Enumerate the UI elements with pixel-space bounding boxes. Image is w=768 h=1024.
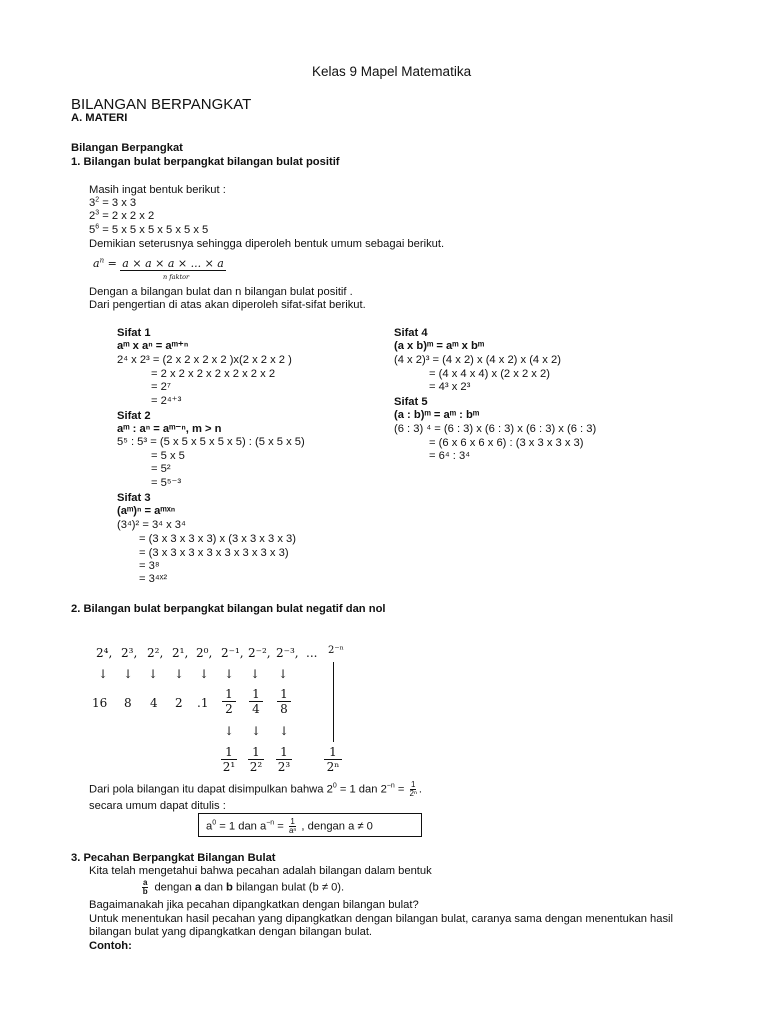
box-base: a (206, 820, 213, 833)
subheading: Bilangan Berpangkat (71, 142, 183, 154)
pattern-arrow-2: ↓ (148, 667, 159, 681)
general-form-text: Demikian seterusnya sehingga diperoleh bentuk umum sebagai berikut. (89, 238, 445, 250)
box-fraction (289, 818, 296, 835)
sifat-4-rule: (a x b)ᵐ = aᵐ x bᵐ (394, 340, 485, 352)
sifat-4-line-2: = (4 x 4 x 4) x (2 x 2 x 2) (429, 368, 550, 380)
pattern-arrow-0: ↓ (98, 667, 109, 681)
example-2-expansion: = 2 x 2 x 2 (99, 210, 155, 222)
box-middle: = 1 dan a (216, 820, 267, 833)
sifat-5-line-2: = (6 x 6 x 6 x 6) : (3 x 3 x 3 x 3) (429, 437, 584, 449)
pattern-value-16: 16 (92, 696, 108, 710)
fraction-numerator: 1 (249, 687, 263, 702)
pattern-power-7: 2⁻³, (276, 646, 299, 660)
sifat-5-rule: (a : b)ᵐ = aᵐ : bᵐ (394, 409, 480, 421)
fraction-numerator: 1 (277, 687, 291, 702)
section-3-line-4: Untuk menentukan hasil pecahan yang dipangkatkan dengan bilangan bulat, caranya sama dengan menentukan hasil (89, 913, 674, 925)
example-3-base: 5 (89, 224, 96, 236)
fraction-numerator: a (143, 878, 148, 887)
fraction-denominator: 2¹ (222, 760, 236, 774)
fraction-numerator: 1 (222, 687, 236, 702)
pattern-arrow-1: ↓ (123, 667, 134, 681)
section-3-heading: 3. Pecahan Berpangkat Bilangan Bulat (71, 852, 276, 864)
pattern-power-ellipsis: ... (306, 646, 318, 660)
pattern-arrow-7: ↓ (278, 667, 289, 681)
fraction-denominator: 2 (225, 702, 233, 716)
pattern-diagram (84, 640, 354, 780)
section-3-line-3: Bagaimanakah jika pecahan dipangkatkan dengan bilangan bulat? (89, 899, 419, 911)
pattern-power-0: 2⁴, (96, 646, 113, 660)
page-header: Kelas 9 Mapel Matematika (312, 64, 472, 79)
formula-lhs: a (93, 257, 100, 270)
formula-rhs: a × a × a × ... × a (122, 257, 224, 270)
sifat-3-line-5: = 3⁴ˣ² (139, 573, 168, 585)
example-2-base: 2 (89, 210, 96, 222)
fraction-denominator: 4 (252, 702, 260, 716)
fraction-denominator: 8 (280, 702, 288, 716)
box-condition: , dengan a ≠ 0 (298, 820, 373, 833)
pattern-power-fraction-3 (276, 745, 292, 774)
general-form-text-2: secara umum dapat ditulis : (89, 800, 226, 812)
formula-underbrace-label: n faktor (163, 273, 190, 281)
example-2-exponent: 3 (95, 209, 100, 217)
pattern-arrow-3: ↓ (174, 667, 185, 681)
sifat-1-title: Sifat 1 (117, 327, 151, 339)
section-1-heading: 1. Bilangan bulat berpangkat bilangan bulat positif (71, 156, 340, 168)
sifat-5-line-3: = 6⁴ : 3⁴ (429, 450, 471, 462)
boxed-formula (206, 818, 373, 835)
fraction-denominator: b (142, 887, 148, 896)
example-line-3 (89, 224, 208, 237)
sifat-2-rule: aᵐ : aⁿ = aᵐ⁻ⁿ, m > n (117, 423, 222, 435)
box-exponent-negative: −n (266, 819, 275, 827)
document-title: BILANGAN BERPANGKAT (71, 96, 252, 113)
sifat-5-line-1: (6 : 3) ⁴ = (6 : 3) x (6 : 3) x (6 : 3) x (6 : 3) (394, 423, 597, 435)
pattern-vertical-line (333, 662, 334, 742)
example-1-exponent: 2 (95, 196, 100, 204)
section-2-heading: 2. Bilangan bulat berpangkat bilangan bulat negatif dan nol (71, 603, 386, 615)
contoh-label: Contoh: (89, 940, 132, 952)
explanation-line-2: Dari pengertian di atas akan diperoleh sifat-sifat berikut. (89, 299, 366, 311)
conclusion-equals: = (394, 783, 408, 796)
pattern-arrow-8: ↓ (224, 724, 235, 738)
pattern-value-1: .1 (197, 696, 209, 710)
sifat-2-line-1: 5⁵ : 5³ = (5 x 5 x 5 x 5 x 5) : (5 x 5 x 5) (117, 436, 305, 448)
conclusion-exponent-negative: −n (386, 782, 395, 790)
pattern-power-fraction-2 (248, 745, 264, 774)
fraction-denominator: 2³ (277, 760, 291, 774)
fraction-denominator: 2ⁿ (409, 789, 417, 798)
sifat-4-line-3: = 4³ x 2³ (429, 381, 471, 393)
conclusion-fraction (410, 781, 417, 798)
pattern-value-8: 8 (124, 696, 132, 710)
pattern-arrow-6: ↓ (250, 667, 261, 681)
fraction-denominator: 2² (249, 760, 263, 774)
sifat-1-line-1: 2⁴ x 2³ = (2 x 2 x 2 x 2 )x(2 x 2 x 2 ) (117, 354, 292, 366)
sifat-3-line-3: = (3 x 3 x 3 x 3 x 3 x 3 x 3 x 3) (139, 547, 289, 559)
pattern-power-fraction-n (324, 745, 342, 774)
sifat-2-line-2: = 5 x 5 (151, 450, 185, 462)
sifat-2-line-4: = 5⁵⁻³ (151, 477, 182, 489)
pattern-fraction-half (222, 687, 236, 716)
condition-text-1: dengan (154, 881, 195, 894)
pattern-arrow-10: ↓ (279, 724, 290, 738)
fraction-numerator: 1 (290, 817, 295, 826)
sifat-3-line-2: = (3 x 3 x 3 x 3) x (3 x 3 x 3 x 3) (139, 533, 296, 545)
sifat-1-line-4: = 2⁴⁺³ (151, 395, 182, 407)
pattern-fraction-eighth (277, 687, 291, 716)
pattern-power-6: 2⁻², (248, 646, 271, 660)
fraction-numerator: 1 (276, 745, 292, 760)
sifat-3-line-4: = 3⁸ (139, 560, 160, 572)
fraction-denominator: 2ⁿ (326, 760, 340, 774)
pattern-power-3: 2¹, (172, 646, 189, 660)
condition-text-3: bilangan bulat (b ≠ 0). (232, 881, 345, 894)
pattern-arrow-5: ↓ (224, 667, 235, 681)
pattern-power-2: 2², (147, 646, 164, 660)
general-formula: $a^n = a \times a \times a$ × ... × a (93, 256, 224, 270)
sifat-4-line-1: (4 x 2)³ = (4 x 2) x (4 x 2) x (4 x 2) (394, 354, 561, 366)
explanation-line-1: Dengan a bilangan bulat dan n bilangan bulat positif . (89, 286, 353, 298)
intro-text: Masih ingat bentuk berikut : (89, 184, 226, 196)
example-3-exponent: 6 (95, 223, 100, 231)
sifat-2-line-3: = 5² (151, 463, 171, 475)
pattern-value-2: 2 (175, 696, 183, 710)
condition-var-b: b (226, 881, 233, 894)
pattern-power-1: 2³, (121, 646, 138, 660)
pattern-power-5: 2⁻¹, (221, 646, 244, 660)
box-exponent-zero: 0 (212, 819, 217, 827)
fraction-numerator: 1 (248, 745, 264, 760)
pattern-power-fraction-1 (221, 745, 237, 774)
pattern-value-4: 4 (150, 696, 158, 710)
section-a-heading: A. MATERI (71, 112, 128, 124)
section-3-line-2 (140, 879, 344, 896)
fraction-numerator: 1 (324, 745, 342, 760)
example-1-base: 3 (89, 197, 96, 209)
sifat-1-line-3: = 2⁷ (151, 381, 171, 393)
pattern-arrow-4: ↓ (199, 667, 210, 681)
fraction-numerator: 1 (221, 745, 237, 760)
sifat-2-title: Sifat 2 (117, 410, 151, 422)
sifat-4-title: Sifat 4 (394, 327, 428, 339)
fraction-denominator: aⁿ (288, 826, 297, 835)
fraction-numerator: 1 (410, 780, 416, 789)
example-line-2 (89, 210, 154, 223)
box-equals: = (274, 820, 287, 833)
pattern-power-n: 2⁻ⁿ (328, 645, 344, 656)
conclusion-exponent-zero: 0 (332, 782, 337, 790)
formula-lhs-exponent: n (99, 256, 105, 265)
condition-text-2: dan (201, 881, 227, 894)
sifat-3-rule: (aᵐ)ⁿ = aᵐˣⁿ (117, 505, 176, 517)
sifat-5-title: Sifat 5 (394, 396, 428, 408)
pattern-power-4: 2⁰, (196, 646, 213, 660)
condition-var-a: a (194, 881, 202, 894)
pattern-conclusion (89, 781, 422, 798)
section-3-line-5: bilangan bulat yang dipangkatkan dengan bilangan bulat. (89, 926, 373, 938)
sifat-3-title: Sifat 3 (117, 492, 151, 504)
pattern-arrow-9: ↓ (251, 724, 262, 738)
pattern-fraction-quarter (249, 687, 263, 716)
conclusion-text: Dari pola bilangan itu dapat disimpulkan bahwa 2 (89, 783, 333, 796)
conclusion-period: . (418, 783, 423, 796)
example-3-expansion: = 5 x 5 x 5 x 5 x 5 x 5 (99, 224, 209, 236)
section-3-line-1: Kita telah mengetahui bahwa pecahan adalah bilangan dalam bentuk (89, 865, 432, 877)
example-1-expansion: = 3 x 3 (99, 197, 137, 209)
sifat-1-line-2: = 2 x 2 x 2 x 2 x 2 x 2 x 2 (151, 368, 276, 380)
fraction-a-over-b (142, 879, 148, 896)
sifat-3-line-1: (3⁴)² = 3⁴ x 3⁴ (117, 519, 186, 531)
sifat-1-rule: aᵐ x aⁿ = aᵐ⁺ⁿ (117, 340, 189, 352)
conclusion-middle: = 1 dan 2 (336, 783, 387, 796)
